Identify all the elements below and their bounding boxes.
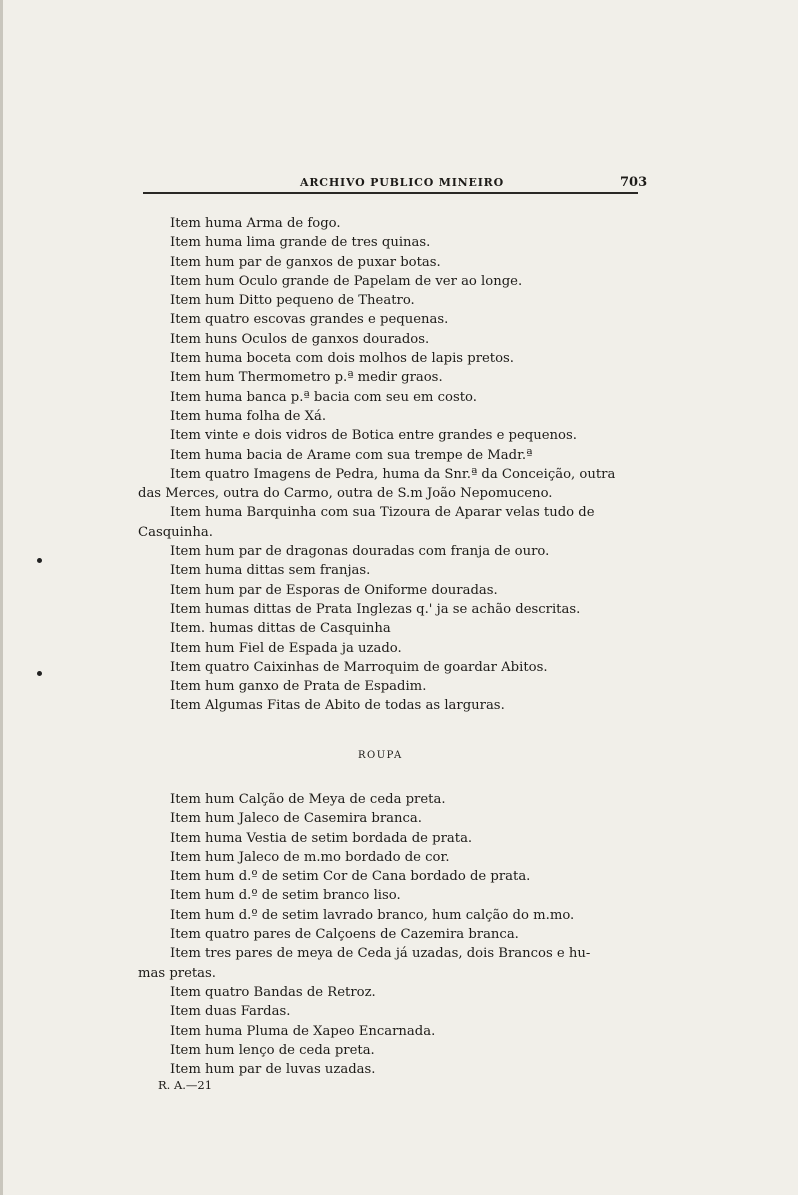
inventory-line: Item huma Vestia de setim bordada de prata. — [170, 830, 473, 846]
inventory-line: mas pretas. — [138, 965, 216, 981]
inventory-line: Item huma bacia de Arame com sua trempe de Madr.ª — [170, 447, 533, 463]
inventory-line: Item hum Ditto pequeno de Theatro. — [170, 293, 415, 309]
inventory-line: Item hum Calção de Meya de ceda preta. — [170, 792, 446, 807]
inventory-line: Item huma lima grande de tres quinas. — [170, 235, 431, 251]
page-edge-shadow — [0, 0, 3, 1195]
inventory-line: Item Algumas Fitas de Abito de todas as larguras. — [170, 698, 505, 714]
inventory-line: Item huma Pluma de Xapeo Encarnada. — [170, 1023, 436, 1039]
margin-speck — [37, 558, 42, 563]
inventory-line: Item hum par de dragonas douradas com franja de ouro. — [170, 544, 550, 560]
inventory-line: Item hum d.º de setim branco liso. — [170, 888, 401, 904]
inventory-line: Item. humas dittas de Casquinha — [170, 621, 391, 637]
inventory-line: Item huma folha de Xá. — [170, 408, 327, 424]
inventory-line: Item hum d.º de setim Cor de Cana bordado de prata. — [170, 869, 531, 885]
page-number: 703 — [620, 175, 648, 190]
inventory-line: Item hum par de ganxos de puxar botas. — [170, 254, 441, 270]
inventory-line: Item huns Oculos de ganxos dourados. — [170, 331, 430, 347]
signature-mark: R. A.—21 — [158, 1078, 213, 1092]
inventory-line: Item huma banca p.ª bacia com seu em costo. — [170, 389, 477, 405]
inventory-line: Item hum ganxo de Prata de Espadim. — [170, 679, 427, 695]
inventory-list-2 — [138, 790, 648, 1079]
inventory-line: Item hum Thermometro p.ª medir graos. — [170, 370, 443, 386]
inventory-line: Item tres pares de meya de Ceda já uzadas, dois Brancos e hu- — [170, 946, 591, 962]
inventory-line: das Merces, outra do Carmo, outra de S.m João Nepomuceno. — [138, 486, 553, 502]
section-title: ROUPA — [358, 750, 403, 761]
inventory-line: Item huma Arma de fogo. — [170, 216, 341, 231]
inventory-line: Item huma boceta com dois molhos de lapis pretos. — [170, 351, 515, 367]
inventory-line: Item quatro Bandas de Retroz. — [170, 984, 376, 1000]
running-head: ARCHIVO PUBLICO MINEIRO — [300, 176, 504, 189]
inventory-line: Casquinha. — [138, 524, 213, 540]
inventory-line: Item hum Fiel de Espada ja uzado. — [170, 640, 402, 656]
inventory-line: Item quatro Caixinhas de Marroquim de goardar Abitos. — [170, 659, 548, 675]
inventory-line: Item hum Jaleco de Casemira branca. — [170, 811, 422, 827]
inventory-line: Item huma dittas sem franjas. — [170, 563, 371, 579]
inventory-line: Item hum par de luvas uzadas. — [170, 1062, 376, 1078]
inventory-line: Item humas dittas de Prata Inglezas q.' ja se achão descritas. — [170, 601, 581, 617]
inventory-line: Item quatro Imagens de Pedra, huma da Snr.ª da Conceição, outra — [170, 466, 616, 482]
inventory-line: Item quatro escovas grandes e pequenas. — [170, 312, 449, 328]
inventory-line: Item hum Oculo grande de Papelam de ver ao longe. — [170, 273, 523, 289]
inventory-line: Item hum par de Esporas de Oniforme douradas. — [170, 582, 498, 598]
inventory-line: Item hum lenço de ceda preta. — [170, 1042, 375, 1058]
inventory-line: Item duas Fardas. — [170, 1004, 291, 1020]
inventory-line: Item quatro pares de Calçoens de Cazemira branca. — [170, 927, 519, 943]
margin-speck — [37, 671, 42, 676]
inventory-line: Item hum d.º de setim lavrado branco, hum calção do m.mo. — [170, 907, 575, 923]
inventory-line: Item vinte e dois vidros de Botica entre grandes e pequenos. — [170, 428, 577, 444]
inventory-line: Item huma Barquinha com sua Tizoura de Aparar velas tudo de — [170, 505, 595, 521]
inventory-list-1 — [138, 214, 648, 716]
header-rule — [143, 192, 638, 194]
inventory-line: Item hum Jaleco de m.mo bordado de cor. — [170, 849, 450, 865]
